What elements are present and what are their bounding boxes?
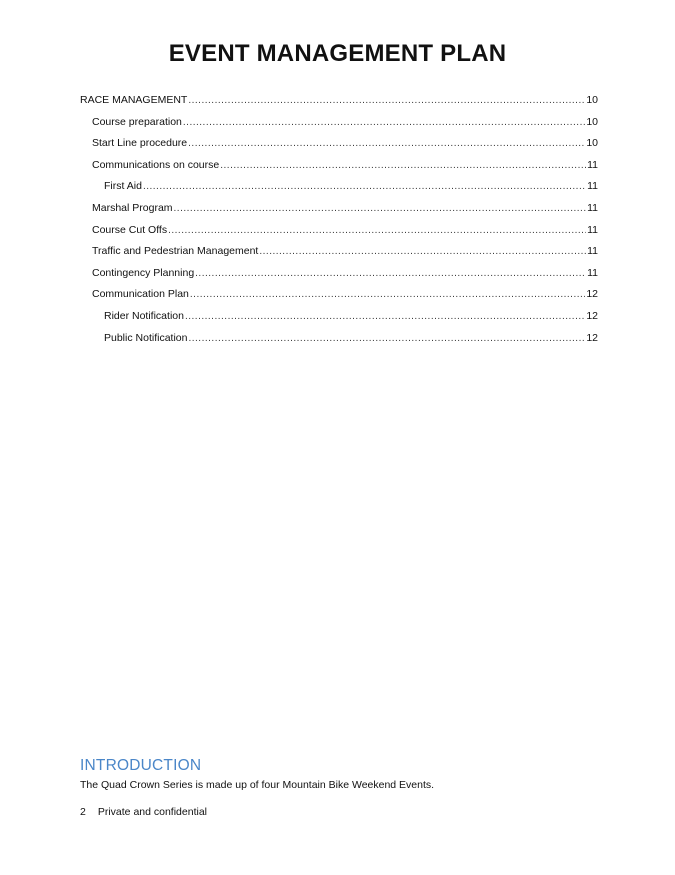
toc-dot-leader <box>143 176 586 198</box>
toc-dot-leader <box>188 133 585 155</box>
toc-entry-label: Course Cut Offs <box>92 223 168 236</box>
toc-entry-page: 11 <box>587 266 598 279</box>
toc-entry-label: Start Line procedure <box>92 137 188 150</box>
toc-entry-label: Communications on course <box>92 158 220 171</box>
toc-entry-page: 11 <box>587 201 598 214</box>
toc-entry-page: 12 <box>586 331 598 344</box>
toc-entry-rider-notification[interactable] <box>80 306 598 328</box>
toc-entry-course-cut-offs[interactable] <box>80 220 598 242</box>
toc-entry-public-notification[interactable] <box>80 328 598 350</box>
toc-entry-course-preparation[interactable] <box>80 112 598 134</box>
footer-page-number: 2 <box>80 806 86 818</box>
toc-entry-race-management[interactable] <box>80 90 598 112</box>
introduction-text: The Quad Crown Series is made up of four Mountain Bike Weekend Events. <box>80 779 435 791</box>
toc-entry-page: 10 <box>586 137 598 150</box>
toc-entry-page: 11 <box>587 158 598 171</box>
toc-entry-marshal-program[interactable] <box>80 198 598 220</box>
toc-dot-leader <box>168 220 586 242</box>
toc-entry-page: 11 <box>587 245 598 258</box>
toc-dot-leader <box>190 284 585 306</box>
toc-entry-communications-on-course[interactable] <box>80 155 598 177</box>
toc-entry-label: Rider Notification <box>104 309 184 322</box>
toc-entry-page: 11 <box>587 180 598 193</box>
introduction-heading: INTRODUCTION <box>80 757 202 774</box>
toc-entry-page: 12 <box>586 309 598 322</box>
toc-entry-page: 11 <box>587 223 598 236</box>
toc-entry-traffic-pedestrian-management[interactable] <box>80 241 598 263</box>
toc-dot-leader <box>220 155 586 177</box>
toc-entry-page: 12 <box>586 288 598 301</box>
toc-entry-label: Course preparation <box>92 115 182 128</box>
toc-dot-leader <box>188 90 585 112</box>
toc-entry-label: Contingency Planning <box>92 266 195 279</box>
toc-entry-label: First Aid <box>104 180 142 193</box>
footer-text: Private and confidential <box>97 806 207 818</box>
toc-entry-page: 10 <box>586 94 598 106</box>
page-footer <box>80 806 207 818</box>
toc-entry-communication-plan[interactable] <box>80 284 598 306</box>
table-of-contents <box>80 90 598 349</box>
document-title: EVENT MANAGEMENT PLAN <box>168 40 507 67</box>
toc-dot-leader <box>259 241 586 263</box>
toc-entry-label: Communication Plan <box>92 288 189 301</box>
toc-dot-leader <box>174 198 587 220</box>
toc-entry-page: 10 <box>586 115 598 128</box>
toc-entry-label: Public Notification <box>104 331 188 344</box>
toc-entry-label: Marshal Program <box>92 201 173 214</box>
toc-entry-label: Traffic and Pedestrian Management <box>92 245 259 258</box>
toc-entry-label: RACE MANAGEMENT <box>80 94 188 106</box>
toc-dot-leader <box>195 263 586 285</box>
toc-dot-leader <box>185 306 585 328</box>
toc-entry-contingency-planning[interactable] <box>80 263 598 285</box>
toc-dot-leader <box>183 112 585 134</box>
toc-dot-leader <box>188 328 585 350</box>
toc-entry-first-aid[interactable] <box>80 176 598 198</box>
toc-entry-start-line-procedure[interactable] <box>80 133 598 155</box>
